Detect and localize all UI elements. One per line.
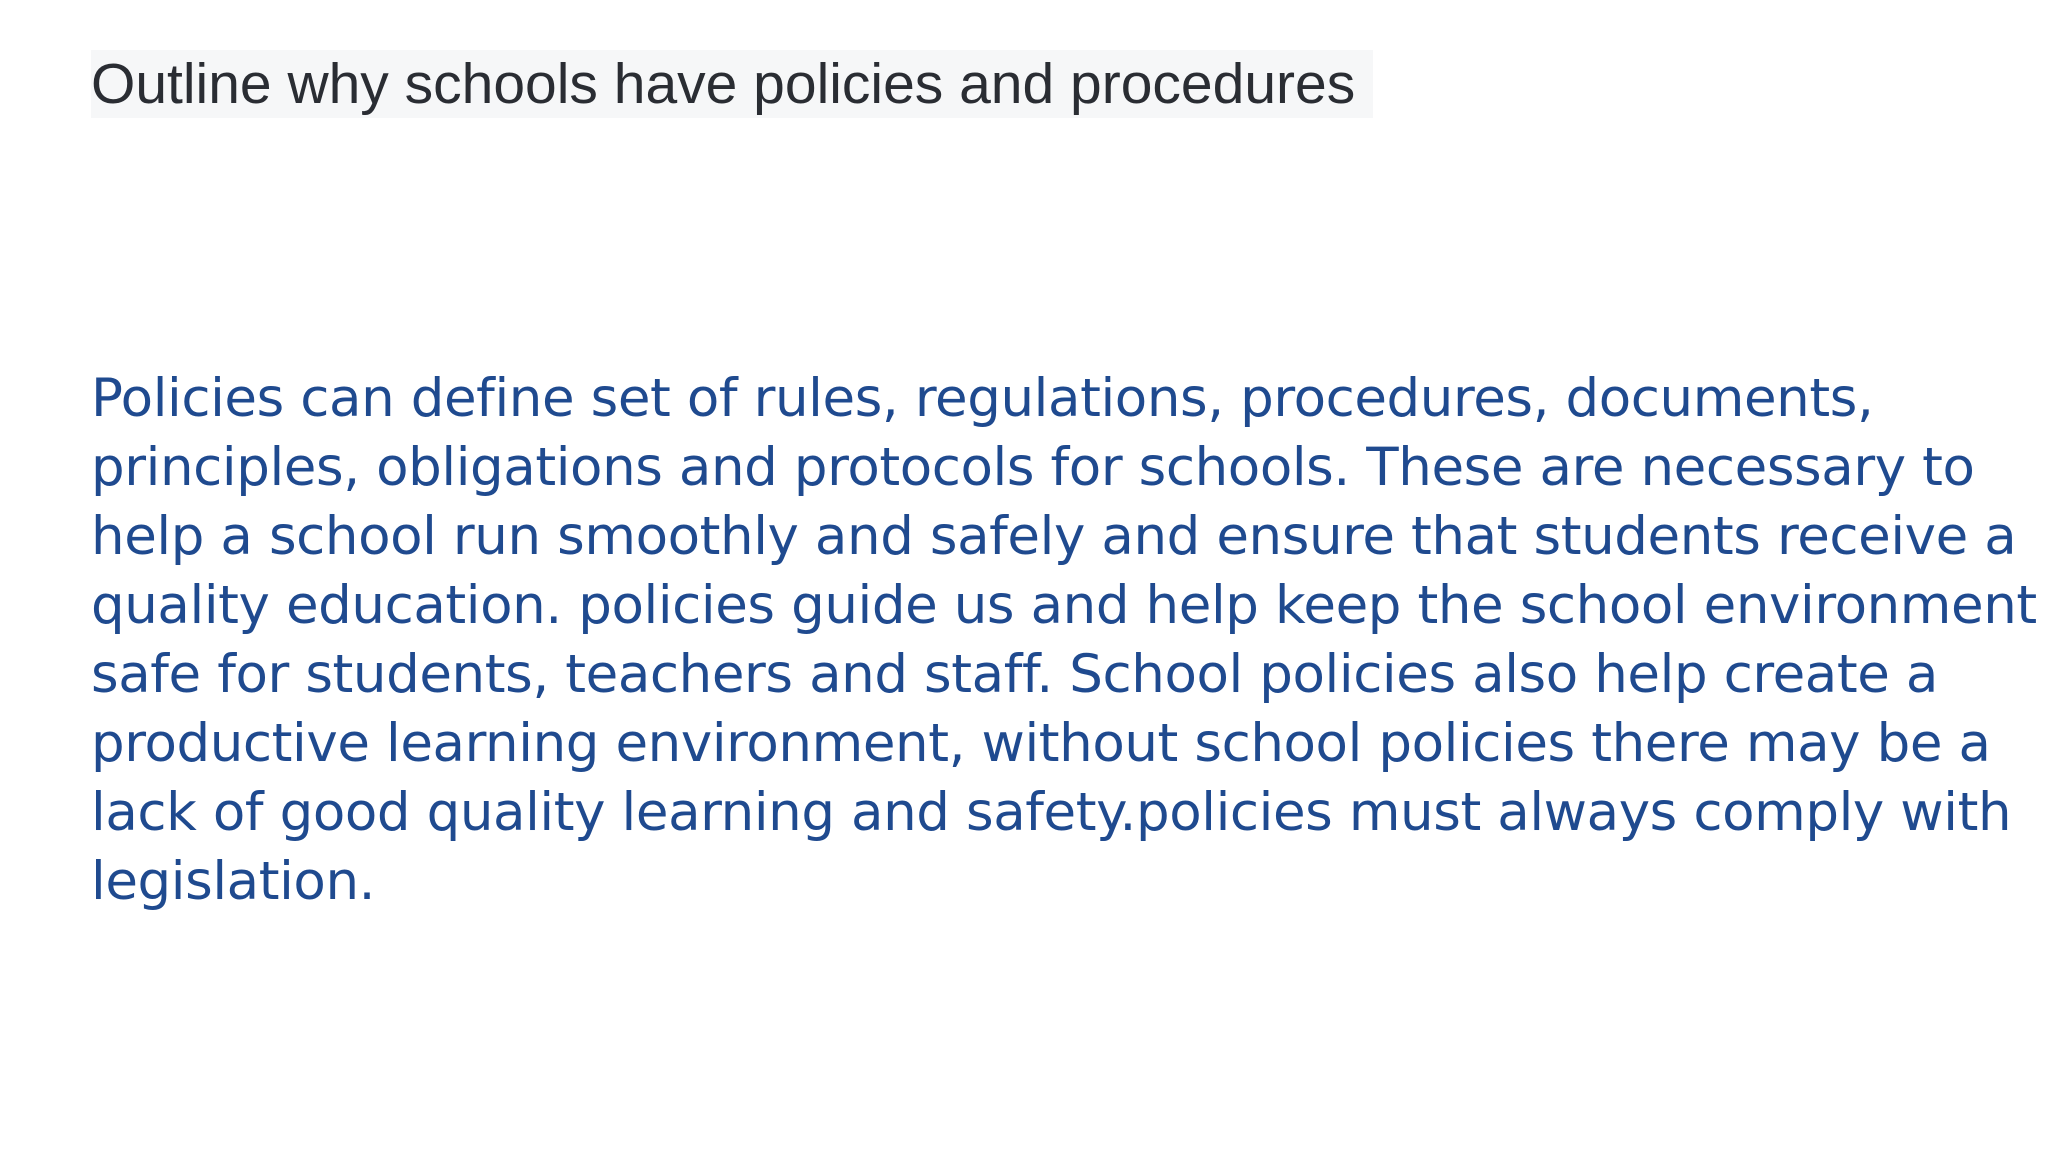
body-line-6: productive learning environment, without school policies there may be a — [91, 713, 1991, 774]
body-line-2: principles, obligations and protocols for schools. These are necessary to — [91, 437, 1975, 498]
slide-body-text — [91, 364, 2037, 916]
body-line-8: legislation. — [91, 851, 376, 912]
body-line-3: help a school run smoothly and safely and ensure that students receive a — [91, 506, 2017, 567]
body-line-1: Policies can define set of rules, regulations, procedures, documents, — [91, 368, 1874, 429]
body-line-7: lack of good quality learning and safety.policies must always comply with — [91, 782, 2012, 843]
slide-title: Outline why schools have policies and procedures — [91, 50, 1373, 118]
body-line-5: safe for students, teachers and staff. School policies also help create a — [91, 644, 1938, 705]
body-line-4: quality education. policies guide us and help keep the school environment — [91, 575, 2037, 636]
